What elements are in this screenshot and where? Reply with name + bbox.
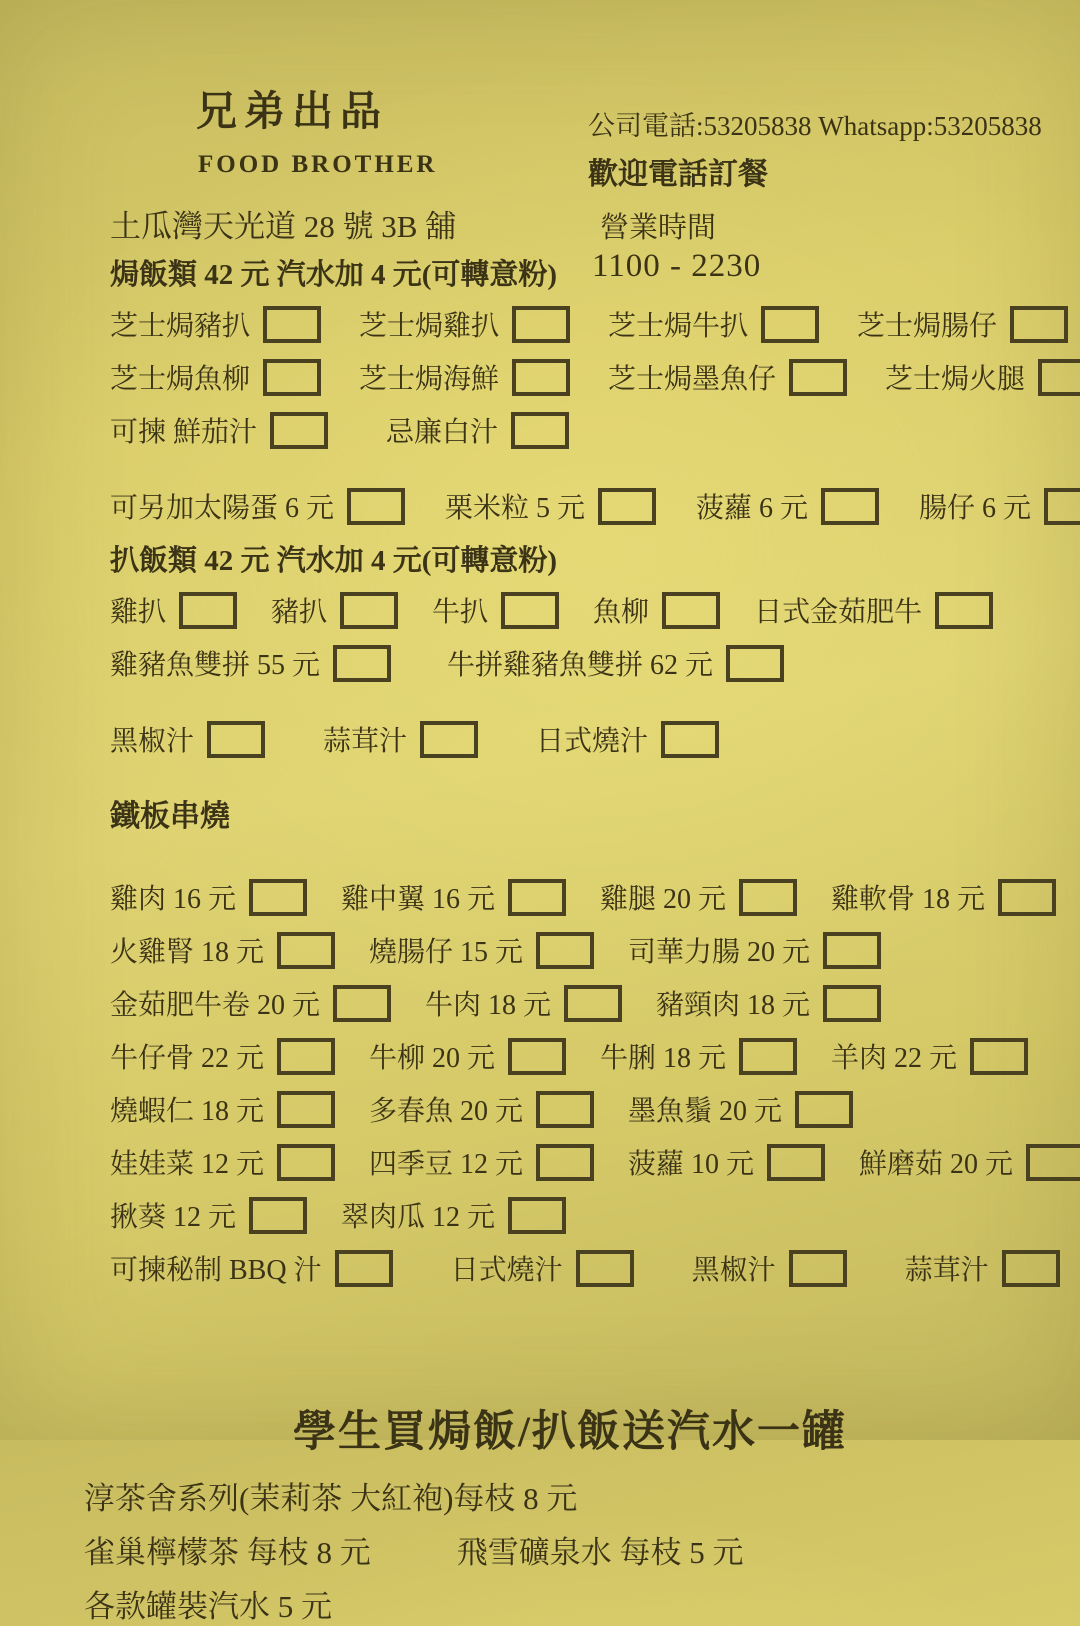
- teppan-row-6: [110, 1140, 1030, 1184]
- order-checkbox[interactable]: [789, 359, 847, 396]
- menu-item: [359, 357, 570, 397]
- order-checkbox[interactable]: [512, 306, 570, 343]
- menu-item: [536, 719, 719, 759]
- menu-item: [919, 486, 1080, 526]
- menu-item: [369, 1089, 594, 1129]
- opening-hours-label: 營業時間: [600, 212, 717, 244]
- item-label: 豬頸肉 18 元: [656, 990, 811, 1021]
- menu-item: [628, 1142, 825, 1182]
- menu-item: [369, 1142, 594, 1182]
- item-label: 雞豬魚雙拼 55 元: [110, 650, 321, 681]
- menu-item: [110, 357, 321, 397]
- item-label: 芝士焗牛扒: [608, 311, 749, 342]
- baked-row-1: [110, 302, 1030, 346]
- phone-whatsapp-line: 公司電話:53205838 Whatsapp:53205838: [588, 111, 1042, 141]
- menu-item: [628, 930, 881, 970]
- order-checkbox[interactable]: [270, 412, 328, 449]
- order-checkbox[interactable]: [767, 1144, 825, 1181]
- order-checkbox[interactable]: [508, 1197, 566, 1234]
- item-label: 雞腿 20 元: [600, 884, 727, 915]
- order-checkbox[interactable]: [564, 985, 622, 1022]
- menu-item: [271, 590, 398, 630]
- item-label: 多春魚 20 元: [369, 1096, 524, 1127]
- menu-item: [369, 1036, 566, 1076]
- order-checkbox[interactable]: [795, 1091, 853, 1128]
- order-checkbox[interactable]: [726, 645, 784, 682]
- baked-sauce-row: [110, 408, 1030, 452]
- item-label: 芝士焗火腿: [885, 364, 1026, 395]
- restaurant-name-english: FOOD BROTHER: [198, 151, 438, 178]
- grilled-rice-heading: 扒飯類 42 元 汽水加 4 元(可轉意粉): [110, 545, 558, 577]
- teppan-row-3: [110, 981, 1030, 1025]
- item-label: 翠肉瓜 12 元: [341, 1202, 496, 1233]
- teppan-row-2: [110, 928, 1030, 972]
- menu-item: [445, 486, 656, 526]
- menu-item: [110, 1142, 335, 1182]
- menu-item: [692, 1248, 847, 1288]
- item-label: 牛仔骨 22 元: [110, 1043, 265, 1074]
- header: [110, 88, 1042, 293]
- menu-item: [110, 719, 265, 759]
- item-label: 腸仔 6 元: [919, 493, 1032, 524]
- item-label: 菠蘿 10 元: [628, 1149, 755, 1180]
- drinks-footer: [84, 1473, 1030, 1626]
- item-label: 羊肉 22 元: [831, 1043, 958, 1074]
- item-label: 芝士焗豬扒: [110, 311, 251, 342]
- student-promo-line: 學生買焗飯/扒飯送汽水一罐: [293, 1409, 847, 1456]
- item-label: 牛柳 20 元: [369, 1043, 496, 1074]
- menu-item: [110, 877, 307, 917]
- item-label: 栗米粒 5 元: [445, 493, 586, 524]
- order-checkbox[interactable]: [335, 1250, 393, 1287]
- item-label: 牛拼雞豬魚雙拼 62 元: [447, 650, 714, 681]
- menu-item: [110, 1089, 335, 1129]
- item-label: 牛脷 18 元: [600, 1043, 727, 1074]
- order-checkbox[interactable]: [536, 1091, 594, 1128]
- menu-item: [110, 1036, 335, 1076]
- order-checkbox[interactable]: [277, 932, 335, 969]
- order-checkbox[interactable]: [761, 306, 819, 343]
- order-checkbox[interactable]: [340, 592, 398, 629]
- canned-soda-line: 各款罐裝汽水 5 元: [84, 1589, 332, 1624]
- teppan-row-7: [110, 1193, 1030, 1237]
- teppan-heading: 鐵板串燒: [110, 800, 230, 833]
- order-checkbox[interactable]: [249, 879, 307, 916]
- baked-rice-heading: 焗飯類 42 元 汽水加 4 元(可轉意粉): [110, 259, 558, 291]
- order-checkbox[interactable]: [263, 306, 321, 343]
- address: 土瓜灣天光道 28 號 3B 舖: [110, 209, 457, 244]
- order-checkbox[interactable]: [420, 721, 478, 758]
- item-label: 芝士焗墨魚仔: [608, 364, 777, 395]
- item-label: 牛肉 18 元: [425, 990, 552, 1021]
- item-label: 蒜茸汁: [904, 1255, 989, 1286]
- item-label: 蒜茸汁: [323, 726, 408, 757]
- menu-item: [110, 410, 328, 450]
- opening-hours-value: 1100 - 2230: [592, 248, 762, 284]
- grilled-sauce-row: [110, 717, 1030, 761]
- order-checkbox[interactable]: [333, 645, 391, 682]
- menu-item: [359, 304, 570, 344]
- menu-item: [608, 357, 847, 397]
- order-checkbox[interactable]: [508, 879, 566, 916]
- item-label: 墨魚鬚 20 元: [628, 1096, 783, 1127]
- item-label: 豬扒: [271, 597, 328, 628]
- grilled-row-1: [110, 588, 1030, 632]
- menu-item: [859, 1142, 1080, 1182]
- menu-item: [341, 1195, 566, 1235]
- restaurant-name-chinese: 兄弟出品: [196, 88, 388, 134]
- order-checkbox[interactable]: [598, 488, 656, 525]
- drinks-line: [84, 1527, 1030, 1572]
- order-checkbox[interactable]: [821, 488, 879, 525]
- menu-item: [831, 1036, 1028, 1076]
- lemon-tea-item: 雀巢檸檬茶 每枝 8 元: [84, 1535, 371, 1570]
- item-label: 芝士焗魚柳: [110, 364, 251, 395]
- baked-row-2: [110, 355, 1030, 399]
- menu-item: [593, 590, 720, 630]
- menu-item: [110, 930, 335, 970]
- order-checkbox[interactable]: [512, 359, 570, 396]
- teppan-row-1: [110, 875, 1030, 919]
- item-label: 火雞腎 18 元: [110, 937, 265, 968]
- order-checkbox[interactable]: [333, 985, 391, 1022]
- order-checkbox[interactable]: [662, 592, 720, 629]
- item-label: 可揀秘制 BBQ 汁: [110, 1255, 322, 1286]
- order-checkbox[interactable]: [1010, 306, 1068, 343]
- menu-item: [451, 1248, 634, 1288]
- item-label: 黑椒汁: [110, 726, 195, 757]
- order-checkbox[interactable]: [511, 412, 569, 449]
- item-label: 黑椒汁: [691, 1255, 776, 1286]
- menu-item: [323, 719, 478, 759]
- order-checkbox[interactable]: [1002, 1250, 1060, 1287]
- item-label: 忌廉白汁: [386, 417, 499, 448]
- item-label: 雞扒: [110, 597, 167, 628]
- order-checkbox[interactable]: [970, 1038, 1028, 1075]
- menu-item: [369, 930, 594, 970]
- order-checkbox[interactable]: [739, 879, 797, 916]
- order-checkbox[interactable]: [1038, 359, 1080, 396]
- item-label: 日式燒汁: [536, 726, 649, 757]
- menu-item: [608, 304, 819, 344]
- menu-item: [656, 983, 881, 1023]
- teppan-row-5: [110, 1087, 1030, 1131]
- menu-item: [628, 1089, 853, 1129]
- order-checkbox[interactable]: [249, 1197, 307, 1234]
- order-checkbox[interactable]: [277, 1038, 335, 1075]
- item-label: 四季豆 12 元: [369, 1149, 524, 1180]
- teppan-row-4: [110, 1034, 1030, 1078]
- phone-order-welcome: 歡迎電話訂餐: [588, 158, 768, 191]
- menu-item: [110, 1195, 307, 1235]
- item-label: 日式金茹肥牛: [754, 597, 923, 628]
- order-checkbox[interactable]: [207, 721, 265, 758]
- order-checkbox[interactable]: [935, 592, 993, 629]
- menu-item: [831, 877, 1056, 917]
- item-label: 日式燒汁: [450, 1255, 563, 1286]
- menu-item: [110, 643, 391, 683]
- menu-item: [386, 410, 569, 450]
- grilled-combo-row: [110, 641, 1030, 685]
- item-label: 芝士焗海鮮: [359, 364, 500, 395]
- item-label: 金茹肥牛卷 20 元: [110, 990, 321, 1021]
- order-checkbox[interactable]: [536, 1144, 594, 1181]
- order-checkbox[interactable]: [501, 592, 559, 629]
- item-label: 司華力腸 20 元: [628, 937, 811, 968]
- menu-item: [754, 590, 993, 630]
- order-checkbox[interactable]: [347, 488, 405, 525]
- item-label: 雞肉 16 元: [110, 884, 237, 915]
- item-label: 菠蘿 6 元: [696, 493, 809, 524]
- order-checkbox[interactable]: [263, 359, 321, 396]
- item-label: 娃娃菜 12 元: [110, 1149, 265, 1180]
- order-checkbox[interactable]: [576, 1250, 634, 1287]
- menu-item: [885, 357, 1080, 397]
- addons-row: [110, 484, 1030, 528]
- menu-item: [600, 877, 797, 917]
- order-checkbox[interactable]: [536, 932, 594, 969]
- mineral-water-item: 飛雪礦泉水 每枝 5 元: [456, 1535, 744, 1570]
- item-label: 燒蝦仁 18 元: [110, 1096, 265, 1127]
- menu-item: [425, 983, 622, 1023]
- order-checkbox[interactable]: [823, 985, 881, 1022]
- menu-item: [110, 983, 391, 1023]
- menu-item: [341, 877, 566, 917]
- order-checkbox[interactable]: [998, 879, 1056, 916]
- order-checkbox[interactable]: [277, 1091, 335, 1128]
- menu-item: [110, 486, 405, 526]
- order-checkbox[interactable]: [508, 1038, 566, 1075]
- order-checkbox[interactable]: [661, 721, 719, 758]
- item-label: 可揀 鮮茄汁: [110, 417, 258, 448]
- teppan-sauce-row: [110, 1246, 1030, 1290]
- menu-item: [600, 1036, 797, 1076]
- order-checkbox[interactable]: [1044, 488, 1080, 525]
- tea-series-line: 淳茶舍系列(茉莉茶 大紅袍)每枝 8 元: [84, 1481, 578, 1516]
- menu-item: [110, 1248, 393, 1288]
- menu-item: [110, 590, 237, 630]
- order-checkbox[interactable]: [1026, 1144, 1080, 1181]
- item-label: 芝士焗雞扒: [359, 311, 500, 342]
- menu-item: [696, 486, 879, 526]
- menu-item: [432, 590, 559, 630]
- order-checkbox[interactable]: [739, 1038, 797, 1075]
- item-label: 雞軟骨 18 元: [831, 884, 986, 915]
- menu-item: [857, 304, 1068, 344]
- menu-item: [110, 304, 321, 344]
- item-label: 可另加太陽蛋 6 元: [110, 493, 335, 524]
- item-label: 燒腸仔 15 元: [369, 937, 524, 968]
- menu-item: [905, 1248, 1060, 1288]
- order-checkbox[interactable]: [179, 592, 237, 629]
- order-checkbox[interactable]: [823, 932, 881, 969]
- item-label: 鮮磨茹 20 元: [859, 1149, 1014, 1180]
- menu-item: [447, 643, 784, 683]
- order-checkbox[interactable]: [789, 1250, 847, 1287]
- item-label: 牛扒: [432, 597, 489, 628]
- item-label: 揪葵 12 元: [110, 1202, 237, 1233]
- order-checkbox[interactable]: [277, 1144, 335, 1181]
- item-label: 魚柳: [593, 597, 650, 628]
- item-label: 芝士焗腸仔: [857, 311, 998, 342]
- item-label: 雞中翼 16 元: [341, 884, 496, 915]
